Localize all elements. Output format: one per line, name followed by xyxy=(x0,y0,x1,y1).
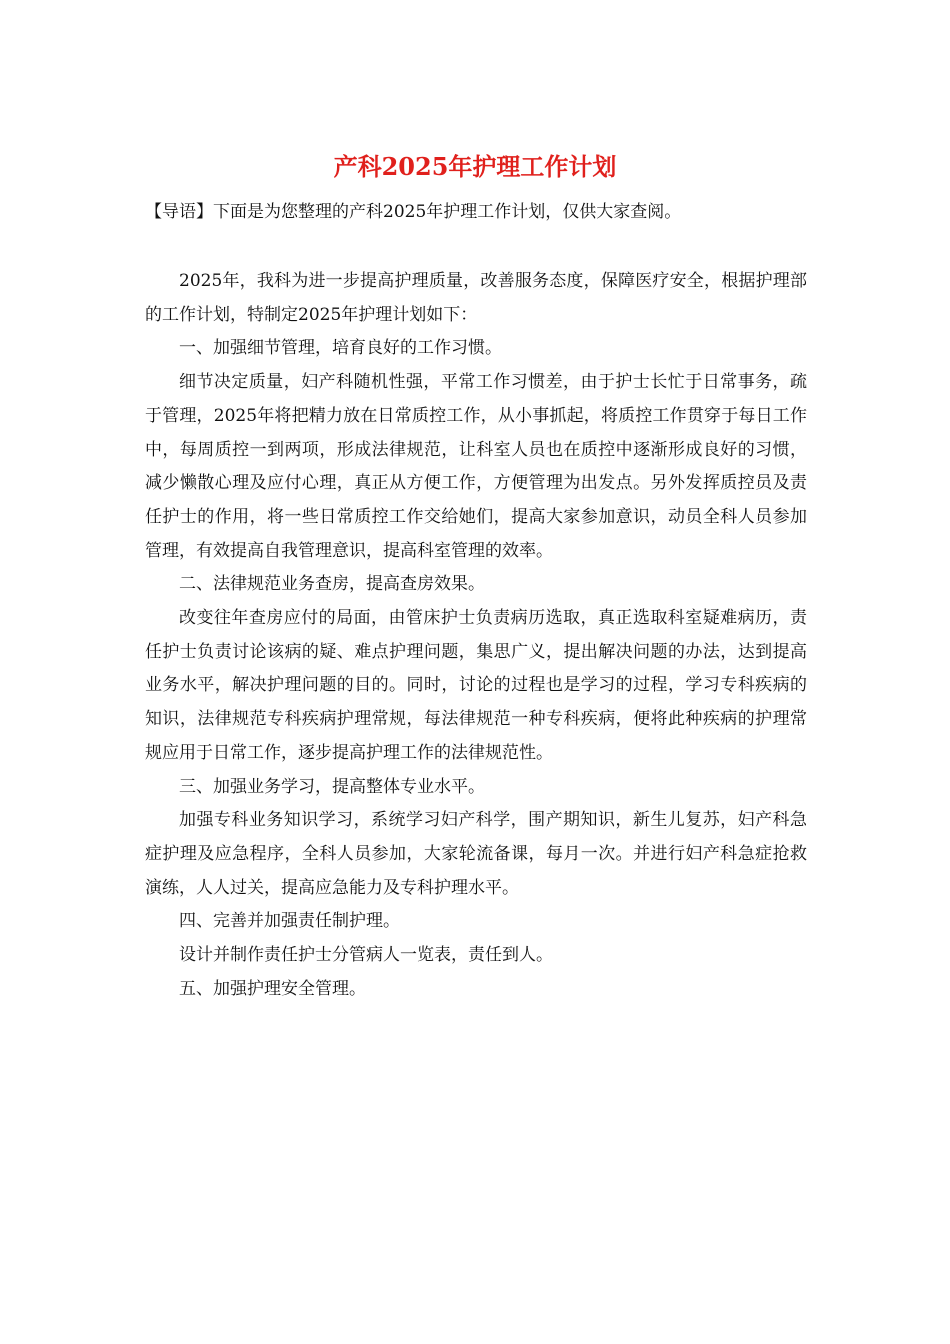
body-paragraph: 加强专科业务知识学习，系统学习妇产科学，围产期知识，新生儿复苏，妇产科急症护理及应急程序，全科人员参加，大家轮流备课，每月一次。并进行妇产科急症抢救演练，人人过关，提高应急能力及专科护理水平。 xyxy=(145,810,807,898)
section-heading: 一、加强细节管理，培育良好的工作习惯。 xyxy=(179,338,502,359)
body-paragraph: 设计并制作责任护士分管病人一览表，责任到人。 xyxy=(179,945,553,966)
body-paragraph: 改变往年查房应付的局面，由管床护士负责病历选取，真正选取科室疑难病历，责任护士负责讨论该病的疑、难点护理问题，集思广义，提出解决问题的办法，达到提高业务水平，解决护理问题的目的。同时，讨论的过程也是学习的过程，学习专科疾病的知识，法律规范专科疾病护理常规，每法律规范一种专科疾病，便将此种疾病的护理常规应用于日常工作，逐步提高护理工作的法律规范性。 xyxy=(145,608,807,763)
body-paragraph: 2025年，我科为进一步提高护理质量，改善服务态度，保障医疗安全，根据护理部的工作计划，特制定2025年护理计划如下： xyxy=(145,271,807,325)
section-heading: 四、完善并加强责任制护理。 xyxy=(179,911,400,932)
body-paragraph: 细节决定质量，妇产科随机性强，平常工作习惯差，由于护士长忙于日常事务，疏于管理，2025年将把精力放在日常质控工作，从小事抓起，将质控工作贯穿于每日工作中，每周质控一到两项，形成法律规范，让科室人员也在质控中逐渐形成良好的习惯，减少懒散心理及应付心理，真正从方便工作，方便管理为出发点。另外发挥质控员及责任护士的作用，将一些日常质控工作交给她们，提高大家参加意识，动员全科人员参加管理，有效提高自我管理意识，提高科室管理的效率。 xyxy=(145,372,807,561)
document-body xyxy=(145,265,807,1006)
document-title: 产科2025年护理工作计划 xyxy=(333,152,617,181)
section-heading: 二、法律规范业务查房，提高查房效果。 xyxy=(179,574,485,595)
intro-paragraph: 【导语】下面是为您整理的产科2025年护理工作计划，仅供大家查阅。 xyxy=(145,202,682,222)
section-heading: 五、加强护理安全管理。 xyxy=(179,978,366,999)
section-heading: 三、加强业务学习，提高整体专业水平。 xyxy=(179,776,485,797)
